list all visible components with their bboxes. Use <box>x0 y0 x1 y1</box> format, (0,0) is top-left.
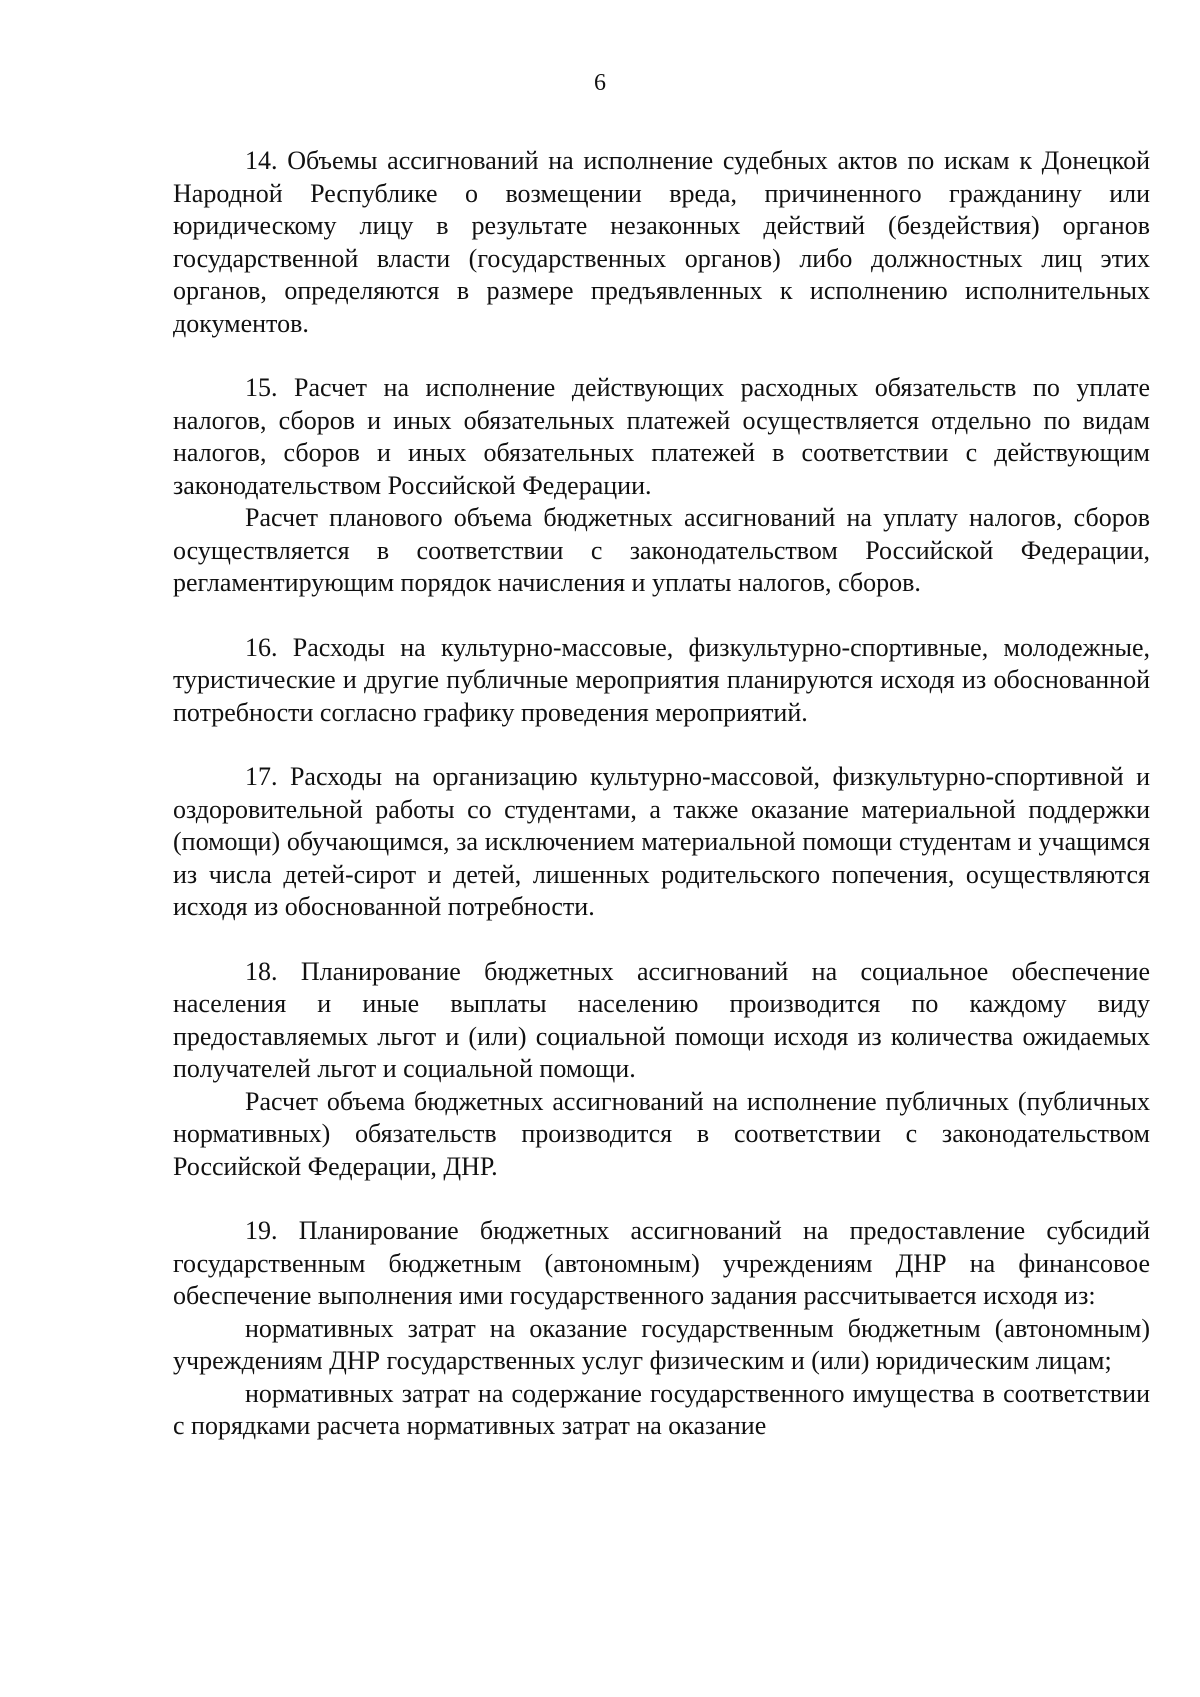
paragraph-18-continuation: Расчет объема бюджетных ассигнований на исполнение публичных (публичных нормативных) обязательств производится в соответствии с законодательством Российской Федерации, ДНР. <box>173 1086 1150 1181</box>
paragraph-17: 17. Расходы на организацию культурно-массовой, физкультурно-спортивной и оздоровительной работы со студентами, а также оказание материальной поддержки (помощи) обучающимся, за исключением материальной помощи студентам и учащимся из числа детей-сирот и детей, лишенных родительского попечения, осуществляются исходя из обоснованной потребности. <box>173 762 1150 921</box>
document-body <box>173 145 1150 1443</box>
page-number: 6 <box>594 70 606 96</box>
paragraph-16: 16. Расходы на культурно-массовые, физкультурно-спортивные, молодежные, туристические и другие публичные мероприятия планируются исходя из обоснованной потребности согласно графику проведения мероприятий. <box>173 632 1150 727</box>
paragraph-14: 14. Объемы ассигнований на исполнение судебных актов по искам к Донецкой Народной Республике о возмещении вреда, причиненного гражданину или юридическому лицу в результате незаконных действий (бездействия) органов государственной власти (государственных органов) либо должностных лиц этих органов, определяются в размере предъявленных к исполнению исполнительных документов. <box>173 146 1150 338</box>
paragraph-18: 18. Планирование бюджетных ассигнований на социальное обеспечение населения и иные выплаты населению производится по каждому виду предоставляемых льгот и (или) социальной помощи исходя из количества ожидаемых получателей льгот и социальной помощи. <box>173 956 1150 1083</box>
paragraph-19: 19. Планирование бюджетных ассигнований на предоставление субсидий государственным бюджетным (автономным) учреждениям ДНР на финансовое обеспечение выполнения ими государственного задания рассчитывается исходя из: <box>173 1216 1150 1310</box>
paragraph-19-item-1: нормативных затрат на оказание государственным бюджетным (автономным) учреждениям ДНР государственных услуг физическим и (или) юридическим лицам; <box>173 1313 1150 1375</box>
paragraph-15-continuation: Расчет планового объема бюджетных ассигнований на уплату налогов, сборов осуществляется в соответствии с законодательством Российской Федерации, регламентирующим порядок начисления и уплаты налогов, сборов. <box>173 503 1150 597</box>
paragraph-15: 15. Расчет на исполнение действующих расходных обязательств по уплате налогов, сборов и иных обязательных платежей осуществляется отдельно по видам налогов, сборов и иных обязательных платежей в соответствии с действующим законодательством Российской Федерации. <box>173 373 1150 500</box>
paragraph-19-item-2: нормативных затрат на содержание государственного имущества в соответствии с порядками расчета нормативных затрат на оказание <box>173 1378 1150 1440</box>
